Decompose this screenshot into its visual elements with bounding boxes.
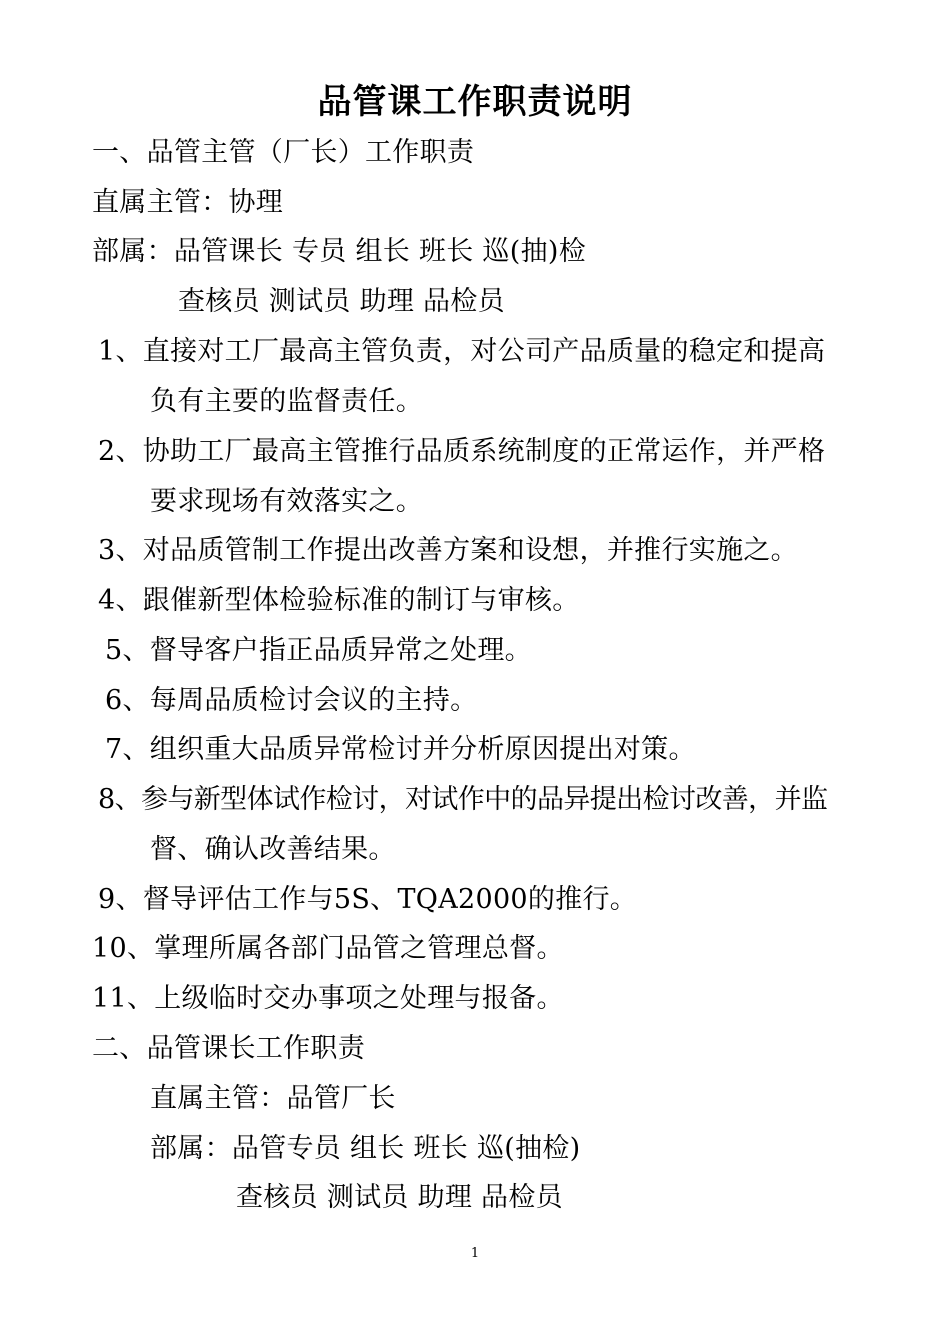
duty-item-6: 6、每周品质检讨会议的主持。 — [105, 685, 478, 716]
section2-heading: 二、品管课长工作职责 — [92, 1033, 365, 1064]
duty-item-2-cont: 要求现场有效落实之。 — [150, 486, 423, 517]
section1-heading: 一、品管主管（厂长）工作职责 — [92, 137, 475, 168]
section2-subordinates-line2: 查核员 测试员 助理 品检员 — [236, 1182, 563, 1213]
duty-item-10: 10、掌理所属各部门品管之管理总督。 — [92, 933, 564, 964]
duty-item-3: 3、对品质管制工作提出改善方案和设想，并推行实施之。 — [98, 535, 798, 566]
section2-supervisor: 直属主管：品管厂长 — [150, 1083, 396, 1114]
section1-subordinates-line1: 部属：品管课长 专员 组长 班长 巡(抽)检 — [92, 236, 586, 267]
page-number: 1 — [470, 1246, 480, 1261]
duty-item-11: 11、上级临时交办事项之处理与报备。 — [92, 983, 564, 1014]
duty-item-1-cont: 负有主要的监督责任。 — [150, 386, 423, 417]
duty-item-9: 9、督导评估工作与5S、TQA2000的推行。 — [98, 884, 638, 915]
document-title: 品管课工作职责说明 — [317, 82, 633, 122]
section2-subordinates-line1: 部属：品管专员 组长 班长 巡(抽检) — [150, 1133, 581, 1164]
section1-supervisor: 直属主管：协理 — [92, 187, 284, 218]
duty-item-2: 2、协助工厂最高主管推行品质系统制度的正常运作，并严格 — [98, 436, 826, 467]
duty-item-7: 7、组织重大品质异常检讨并分析原因提出对策。 — [105, 734, 696, 765]
duty-item-8-cont: 督、确认改善结果。 — [150, 834, 396, 865]
duty-item-4: 4、跟催新型体检验标准的制订与审核。 — [98, 585, 580, 616]
section1-subordinates-line2: 查核员 测试员 助理 品检员 — [178, 286, 505, 317]
duty-item-1: 1、直接对工厂最高主管负责，对公司产品质量的稳定和提高 — [98, 336, 826, 367]
duty-item-5: 5、督导客户指正品质异常之处理。 — [105, 635, 532, 666]
duty-item-8: 8、参与新型体试作检讨，对试作中的品异提出检讨改善，并监 — [98, 784, 828, 815]
